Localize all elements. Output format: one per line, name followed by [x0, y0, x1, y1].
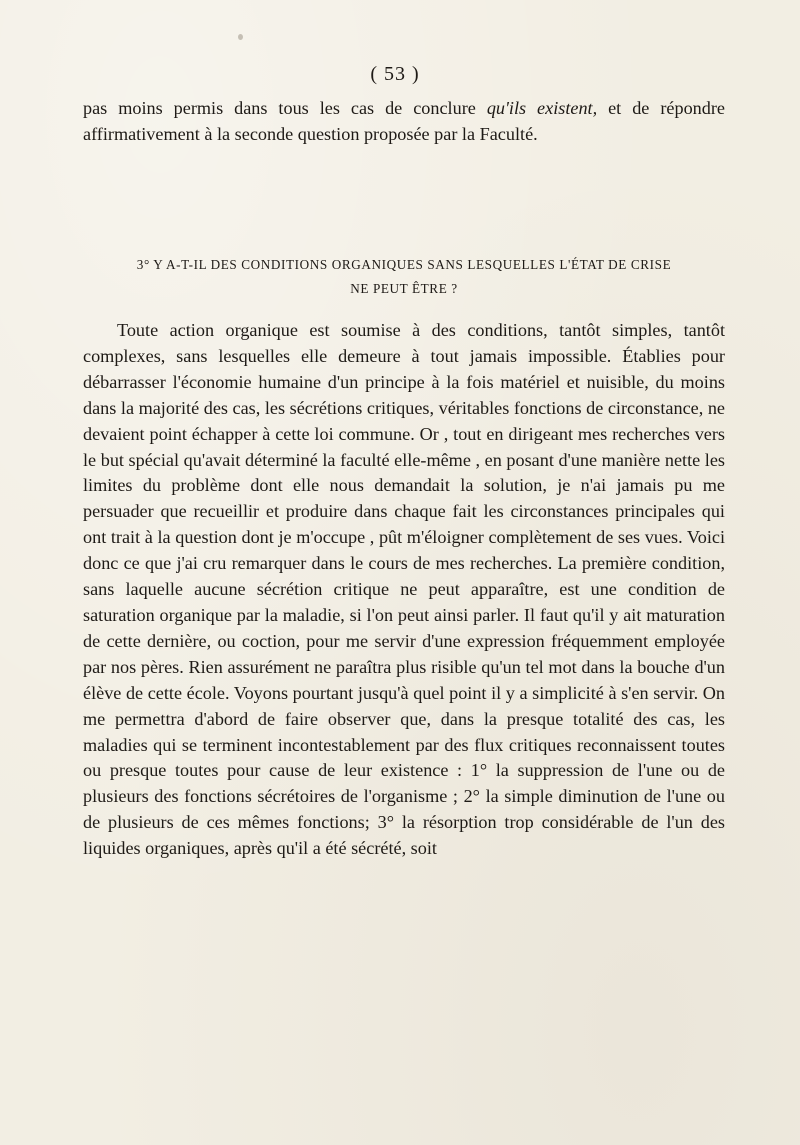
paragraph-text: et de répondre affirmativement à la seconde question proposée par la Faculté. [83, 98, 725, 144]
body-paragraph: Toute action organique est soumise à des conditions, tantôt simples, tantôt complexes, sans lesquelles elle demeure à tout jamais impossible. Établies pour débarrasser l'économie humaine d'un principe à la fois matériel et nuisible, du moins dans la majorité des cas, les sécrétions critiques, véritables fonctions de circonstance, ne devaient point échapper à cette loi commune. Or , tout en dirigeant mes recherches vers le but spécial qu'avait déterminé la faculté elle-même , en posant d'une manière nette les limites du problème dont elle nous demandait la solution, je n'ai jamais pu me persuader que recueillir et produire dans chaque fait les circonstances principales qui ont trait à la question dont je m'occupe , pût m'éloigner complètement de ses vues. Voici donc ce que j'ai cru remarquer dans le cours de mes recherches. La première condition, sans laquelle aucune sécrétion critique ne peut apparaître, est une condition de saturation organique par la maladie, si l'on peut ainsi parler. Il faut qu'il y ait maturation de cette dernière, ou coction, pour me servir d'une expression fréquemment employée par nos pères. Rien assurément ne paraîtra plus risible qu'un tel mot dans la bouche d'un élève de cette école. Voyons pourtant jusqu'à quel point il y a simplicité à s'en servir. On me permettra d'abord de faire observer que, dans la presque totalité des cas, les maladies qui se terminent incontestablement par des flux critiques reconnaissent toutes ou presque toutes pour cause de leur existence : 1° la suppression de l'une ou de plusieurs des fonctions sécrétoires de l'organisme ; 2° la simple diminution de l'une ou de plusieurs de ces mêmes fonctions; 3° la résorption trop considérable de l'un des liquides organiques, après qu'il a été sécrété, soit [83, 320, 725, 859]
paragraph-text: pas moins permis dans tous les cas de conclure [83, 98, 487, 118]
section-heading-line-2: NE PEUT ÊTRE ? [350, 281, 458, 296]
section-heading [83, 253, 725, 301]
paragraph-continuation [83, 96, 725, 148]
section-heading-line-1: 3° Y A-T-IL DES CONDITIONS ORGANIQUES SANS LESQUELLES L'ÉTAT DE CRISE [136, 257, 672, 272]
ink-speck [238, 34, 243, 40]
page-number: ( 53 ) [370, 63, 420, 85]
emphasized-phrase: qu'ils existent, [486, 98, 598, 118]
